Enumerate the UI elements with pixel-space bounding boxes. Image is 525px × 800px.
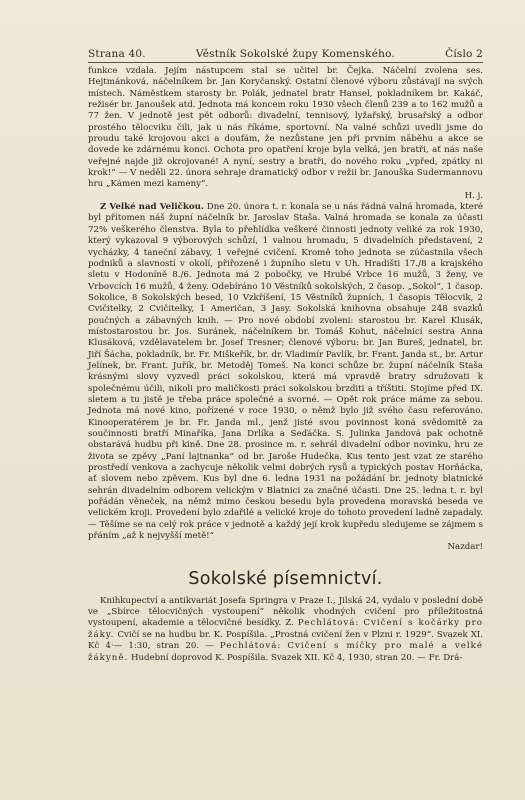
article-continuation: funkce vzdala. Jejím nástupcem stal se učitel br. Čejka. Náčelní zvolena ses. Hejtmánková, náčelníkem br. Jan Koryčanský. Ostatní členové výboru zůstávají na svých místech. Náměstkem starosty br. Polák, jednatel bratr Hansel, pokladníkem br. Kakáč, režisér br. Janoušek atd. Jednota má koncem roku 1930 všech členů 239 a to 162 mužů a 77 žen. V jednotě jest pět odborů: divadelní, tennisový, lyžařský, brusařský a odbor prostého tělocviku čili, jak u nás říkáme, sportovní. Na valné schůzi uvedli jsme do proudu také krojovou akci a doufám, že nezůstane jen při prvním nāběhu a akce se dovede ke zdárnému konci. Ochota pro opatření kroje byla velká, jen bratři, ať nás naše veřejné najde již okrojované! A nyní, sestry a bratři, do nového roku „vpřed, zpátky ni krok!“ — V neděli 22. února sehraje dramatický odbor v režii br. Janouška Sudermannovu hru „Kámen mezi kameny“. — [88, 66, 483, 190]
article-velka — [88, 202, 483, 542]
page-number: Strana 40. — [88, 48, 146, 60]
article-body: Dne 20. února t. r. konala se u nás řádná valná hromada, které byl přítomen náš župní náčelník br. Jaroslav Staša. Valná hromada se konala za účasti 72% veškerého členstva. Byla to přehlídka veškeré činnosti jednoty veliké za rok 1930, který vykazoval 9 výborových schůzí, 1 valnou hromadu, 5 divadelních představení, 2 vycházky, 4 taneční zábavy, 1 veřejné cvičení. Kromě toho jednota se zúčastnila všech podniků a slavností v okolí, přiřozeně i župního sletu v Uh. Hradišti 17./8 a krajského sletu v Hodoníně 8./6. Jednota má 2 pobočky, ve Hrubé Vrbce 16 mužů, 3 ženy, ve Vrbovcích 16 mužů, 4 ženy. Odebíráno 10 Věstníků sokolských, 2 časop. „Sokol“, 1 časop. Sokolice, 8 Sokolských besed, 10 Vzkříšení, 15 Věstníků župních, 1 časopis Tělocvik, 2 Cvičitelky, 2 Cvičitelky, 1 Američan, 3 Jasy. Sokolská knihovna obsahuje 248 svazků poučných a zábavných knih. — Pro nové období zvoleni: starostou br. Karel Klusák, místostarostou br. Jos. Suránek, náčelníkem br. Tomáš Kohut, náčelnicí sestra Anna Klusáková, vzdělavatelem br. Josef Tresner; členové výboru: br. Jan Bureš, jednatel, br. Jiří Šácha, pokladník, br. Fr. Miškeřík, br. dr. Vladimír Pavlík, br. Frant. Janda st., br. Artur Jelínek, br. Frant. Juřík, br. Metoděj Tomeš. Na konci schůze br. župní náčelník Staša krásnými slovy vyzvedl práci sokolskou, která má vpravdě bratry sdružovati k společnému účili, nikoli pro maličkosti práci sokolskou brzditi a tříštiti. Stojíme před IX. sletem a tu jistě je třeba práce společné a svorné. — Opět rok práce máme za sebou. Jednota má nové kino, pořízené v roce 1930, o němž bylo již svého času referováno. Kinooperatérem je br. Fr. Janda ml., jenž jisté svou povinnost koná svědomitě za součinnosti bratří Minaříka, Jana Drlíka a Seďáčka. S. Julinka Jandová pak ochotně obstarává hudbu při kině. Dne 28. prosince m. r. sehrál divadelní odbor novinku, hru ze života se zpěvy „Paní lajtnanka“ od br. Jaroše Hudečka. Kus tento jest vzat ze starého prostředí venkova a zachycuje několik velmi dobrých rysů a typických postav Horňácka, ať slovem nebo zpěvem. Kus byl dne 6. ledna 1931 na požádání br. jednoty blatnické sehrán divadelním odborem velickým v Blatnici za značné účasti. Dne 25. ledna t. r. byl pořádán věneček, na němž mimo českou besedu byla provedena moravská beseda ve velickém kroji. Provedení bylo zdařilé a velické kroje do tohoto provedení ladně zapadaly. — Těšíme se na celý rok práce v jednotě a každý její krok kupředu sledujeme se zájmem s přáním „až k nejvyšší metě!“ — [88, 202, 483, 542]
page-content — [88, 66, 483, 664]
literature-title-1: Cvičení s kočárky pro žáky. — [88, 618, 483, 640]
literature-author-2: Pechlátová: — [219, 641, 282, 652]
literature-author-1: Pechlátová: — [297, 618, 360, 629]
issue-number: Číslo 2 — [445, 48, 483, 60]
journal-title: Věstník Sokolské župy Komenského. — [195, 48, 395, 60]
header-rule — [88, 62, 483, 63]
literature-text-2: Hudební doprovod K. Pospíšila. Svazek XII. Kč 4, 1930, stran 20. — Fr. Drá- — [130, 652, 463, 663]
literature-text-1: Cvičí se na hudbu br. K. Pospíšila. „Prostná cvičení žen v Plzni r. 1929“. Svazek XI. Kč 4·— 1:30, stran 20. — — [88, 629, 483, 652]
literature-title-2: Cvičení s míčky pro malé a velké žákyně. — [88, 641, 483, 663]
page-header — [88, 48, 483, 60]
article-heading: Z Velké nad Veličkou. — [100, 202, 204, 213]
article-signature-2: Nazdar! — [447, 542, 483, 553]
literature-paragraph — [88, 596, 483, 664]
article-signature: H. j. — [464, 190, 483, 201]
section-title: Sokolské písemnictví. — [188, 568, 383, 589]
literature-intro: Knihkupectví a antikvariát Josefa Springra v Praze I., Jilská 24, vydalo v poslední době ve „Sbírce tělocvičných vystoupení“ několik vhodných cvičení pro příležitostná vystoupení, akademie a tělocvičné besídky. Z. — [88, 595, 483, 629]
